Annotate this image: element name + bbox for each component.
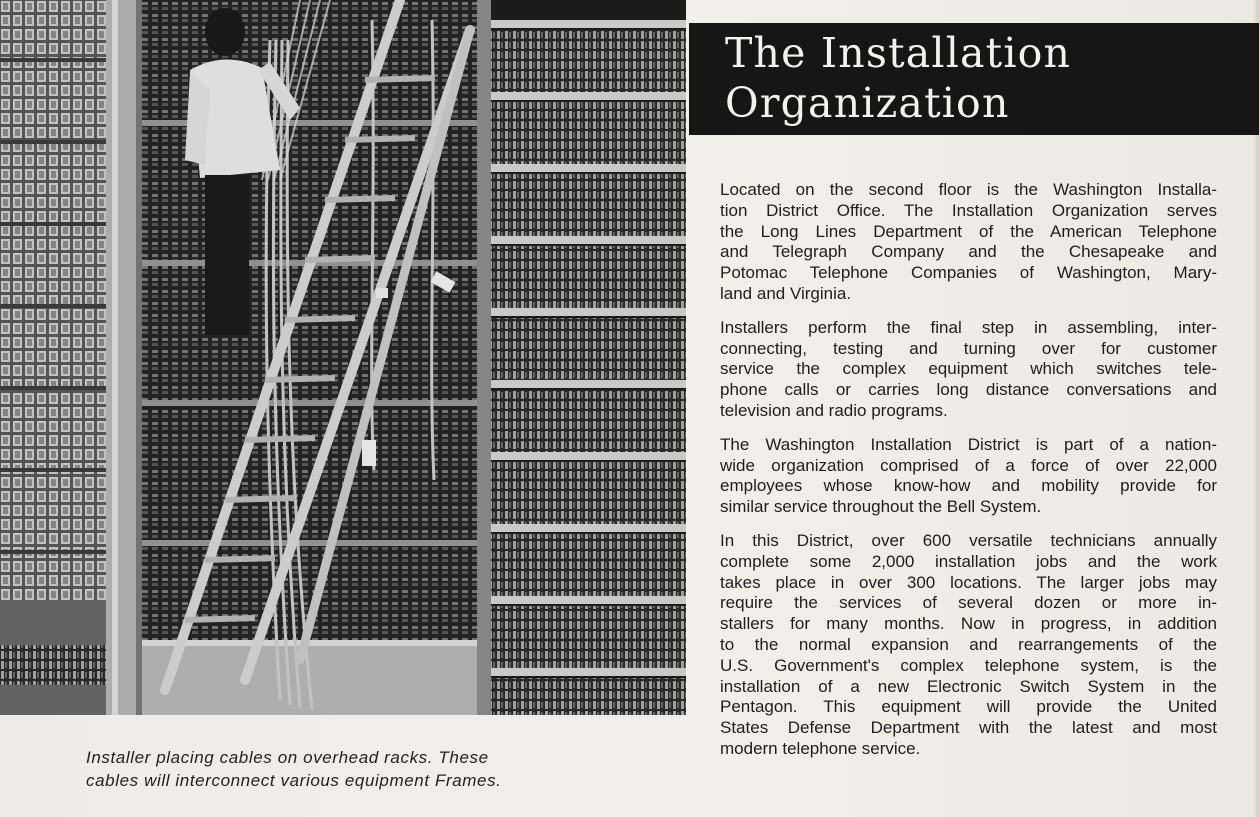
text-line: the Long Lines Department of the American Telephone xyxy=(720,221,1217,241)
text-line: tion District Office. The Installation Organization serves xyxy=(720,200,1217,220)
page-title xyxy=(725,28,1071,128)
text-line: to the normal expansion and rearrangements of the xyxy=(720,634,1217,654)
photo-caption xyxy=(86,746,606,792)
body-text xyxy=(720,180,1217,773)
text-line: service the complex equipment which switches tele- xyxy=(720,359,1217,379)
text-line: similar service throughout the Bell System. xyxy=(720,497,1042,517)
caption-line: cables will interconnect various equipment Frames. xyxy=(86,771,502,790)
text-line: phone calls or carries long distance conversations and xyxy=(720,380,1217,400)
text-line: Potomac Telephone Companies of Washington, Mary- xyxy=(720,263,1217,283)
text-line: and Telegraph Company and the Chesapeake and xyxy=(720,242,1217,262)
title-line: The Installation xyxy=(725,29,1072,77)
installer-photo xyxy=(0,0,686,715)
text-line: In this District, over 600 versatile technicians annually xyxy=(720,530,1217,550)
paragraph-technicians xyxy=(720,531,1217,760)
text-line: connecting, testing and turning over for customer xyxy=(720,338,1217,358)
text-line: U.S. Government's complex telephone system, is the xyxy=(720,655,1217,675)
text-line: employees whose know-how and mobility provide for xyxy=(720,476,1217,496)
text-line: television and radio programs. xyxy=(720,400,948,420)
paragraph-location xyxy=(720,180,1217,305)
caption-line: Installer placing cables on overhead racks. These xyxy=(86,748,489,767)
text-line: States Defense Department with the latest and most xyxy=(720,718,1217,738)
text-line: require the services of several dozen or more in- xyxy=(720,593,1217,613)
text-line: takes place in over 300 locations. The larger jobs may xyxy=(720,572,1217,592)
paragraph-installers xyxy=(720,318,1217,422)
text-line: wide organization comprised of a force of over 22,000 xyxy=(720,455,1217,475)
paragraph-district xyxy=(720,435,1217,518)
page-edge-shadow xyxy=(1253,0,1259,817)
equipment-frames-illustration xyxy=(0,0,686,715)
title-line: Organization xyxy=(725,79,1010,127)
text-line: stallers for many months. Now in progress, in addition xyxy=(720,614,1217,634)
text-line: Pentagon. This equipment will provide the United xyxy=(720,697,1217,717)
text-line: Installers perform the final step in assembling, inter- xyxy=(720,317,1217,337)
text-line: land and Virginia. xyxy=(720,283,852,303)
text-line: installation of a new Electronic Switch System in the xyxy=(720,676,1217,696)
text-line: complete some 2,000 installation jobs and the work xyxy=(720,551,1217,571)
text-line: modern telephone service. xyxy=(720,738,921,758)
text-line: Located on the second floor is the Washington Installa- xyxy=(720,180,1217,199)
text-line: The Washington Installation District is part of a nation- xyxy=(720,434,1217,454)
